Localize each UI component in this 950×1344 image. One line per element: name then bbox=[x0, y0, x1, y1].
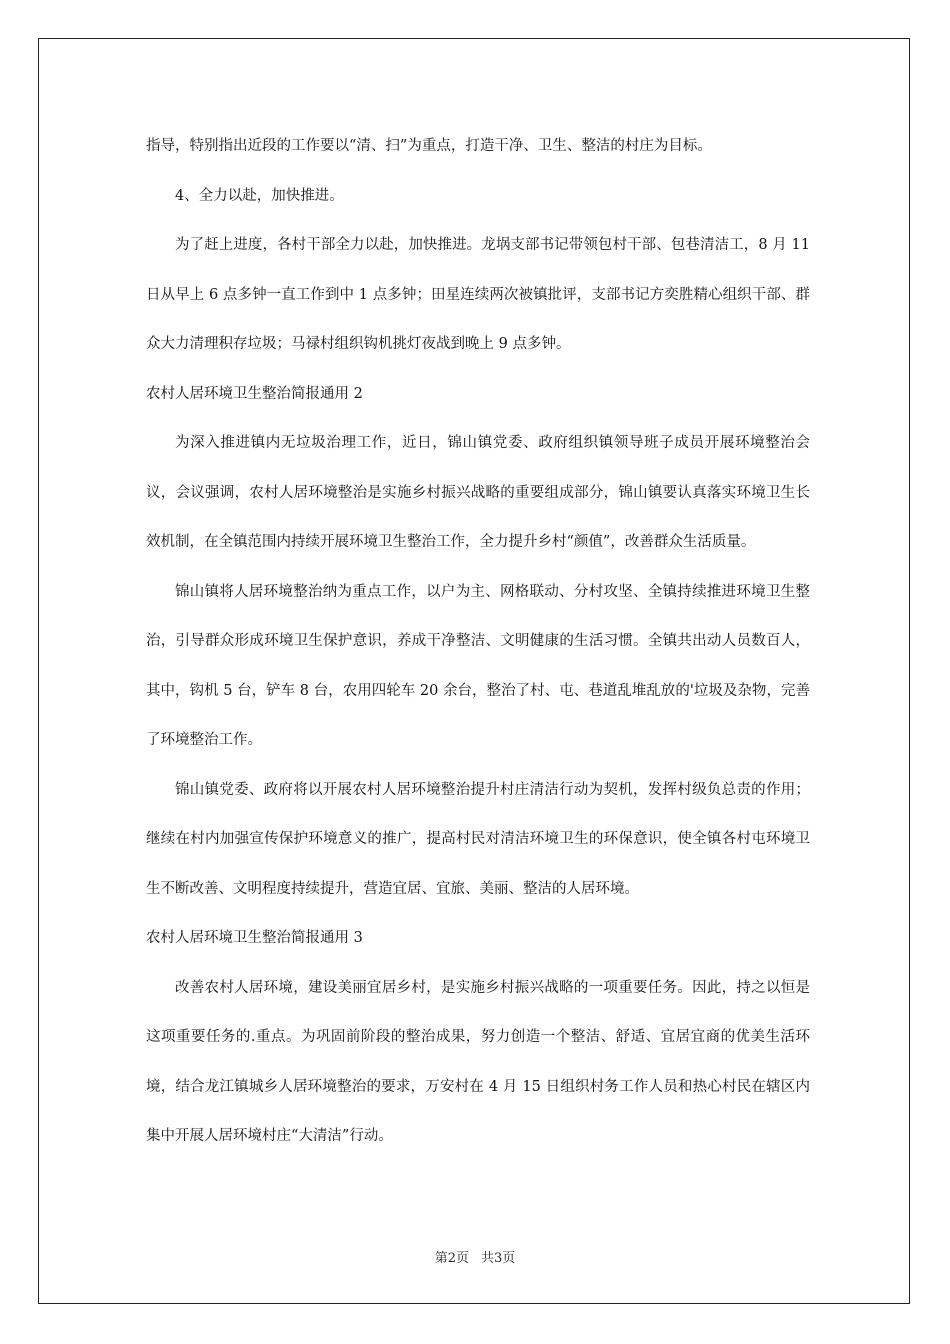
page-total: 共3页 bbox=[481, 1251, 516, 1266]
paragraph: 改善农村人居环境，建设美丽宜居乡村，是实施乡村振兴战略的一项重要任务。因此，持之以恒是这项重要任务的.重点。为巩固前阶段的整治成果，努力创造一个整洁、舒适、宜居宜商的优美生活环境，结合龙江镇城乡人居环境整治的要求，万安村在 4 月 15 日组织村务工作人员和热心村民在辖区内集中开展人居环境村庄“大清洁”行动。 bbox=[146, 979, 810, 1144]
paragraph-continued: 指导，特别指出近段的工作要以“清、扫”为重点，打造干净、卫生、整洁的村庄为目标。 bbox=[146, 138, 712, 154]
paragraph-section-4: 4、全力以赴，加快推进。 bbox=[175, 187, 344, 204]
page-footer bbox=[0, 1247, 950, 1266]
paragraph: 为深入推进镇内无垃圾治理工作，近日，锦山镇党委、政府组织镇领导班子成员开展环境整治会议，会议强调，农村人居环境整治是实施乡村振兴战略的重要组成部分，锦山镇要认真落实环境卫生长效机制，在全镇范围内持续开展环境卫生整治工作，全力提升乡村“颜值”，改善群众生活质量。 bbox=[146, 435, 810, 550]
paragraph: 锦山镇将人居环境整治纳为重点工作，以户为主、网格联动、分村攻坚、全镇持续推进环境卫生整治，引导群众形成环境卫生保护意识，养成干净整洁、文明健康的生活习惯。全镇共出动人员数百人，其中，钩机 5 台，铲车 8 台，农用四轮车 20 余台，整治了村、屯、巷道乱堆乱放的'垃圾及杂物，完善了环境整治工作。 bbox=[146, 583, 810, 748]
paragraph: 锦山镇党委、政府将以开展农村人居环境整治提升村庄清洁行动为契机，发挥村级负总责的作用；继续在村内加强宣传保护环境意义的推广，提高村民对清洁环境卫生的环保意识，使全镇各村屯环境卫生不断改善、文明程度持续提升，营造宜居、宜旅、美丽、整洁的人居环境。 bbox=[146, 781, 810, 897]
page-number: 第2页 bbox=[434, 1251, 469, 1266]
document-body bbox=[146, 122, 810, 1162]
section-heading-3: 农村人居环境卫生整治简报通用 3 bbox=[146, 930, 363, 946]
section-heading-2: 农村人居环境卫生整治简报通用 2 bbox=[146, 385, 363, 402]
paragraph: 为了赶上进度，各村干部全力以赴，加快推进。龙埚支部书记带领包村干部、包巷清洁工，8 月 11 日从早上 6 点多钟一直工作到中 1 点多钟；田星连续两次被镇批评，支部书记方奕胜精心组织干部、群众大力清理积存垃圾；马禄村组织钩机挑灯夜战到晚上 9 点多钟。 bbox=[146, 237, 810, 352]
